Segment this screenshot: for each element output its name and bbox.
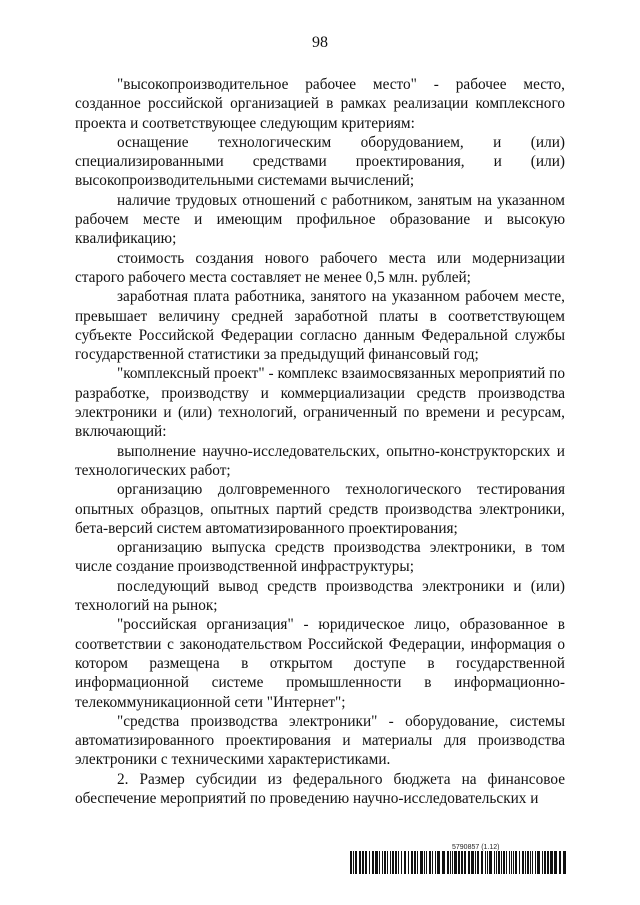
page-number: 98: [312, 34, 328, 51]
paragraph: "средства производства электроники" - оборудование, системы автоматизированного проектирования и материалы для производства электроники с техническими характеристиками.: [75, 712, 565, 769]
document-body: [75, 75, 565, 808]
document-code: 5790857 (1.12): [452, 844, 500, 851]
paragraph: "комплексный проект" - комплекс взаимосвязанных мероприятий по разработке, производству и коммерциализации средств производства электроники и (или) технологий, ограниченный по времени и ресурсам, включающий:: [75, 365, 565, 441]
paragraph: выполнение научно-исследовательских, опытно-конструкторских и технологических работ;: [75, 442, 565, 479]
paragraph: "российская организация" - юридическое лицо, образованное в соответствии с законодательством Российской Федерации, информация о котором размещена в открытом доступе в государственной информационной системе промышленности в информационно-телекоммуникационной сети "Интернет";: [75, 616, 565, 711]
paragraph: "высокопроизводительное рабочее место" - рабочее место, созданное российской организацией в рамках реализации комплексного проекта и соответствующее следующим критериям:: [75, 76, 565, 132]
paragraph: стоимость создания нового рабочего места или модернизации старого рабочего места составляет не менее 0,5 млн. рублей;: [75, 249, 565, 286]
paragraph: оснащение технологическим оборудованием, и (или) специализированными средствами проектирования, и (или) высокопроизводительными системами вычислений;: [75, 133, 565, 190]
barcode: [350, 851, 566, 874]
paragraph: заработная плата работника, занятого на указанном рабочем месте, превышает величину средней заработной платы в соответствующем субъекте Российской Федерации согласно данным Федеральной службы государственной статистики за предыдущий финансовый год;: [75, 288, 565, 364]
paragraph: организацию выпуска средств производства электроники, в том числе создание производственной инфраструктуры;: [75, 539, 565, 576]
paragraph: наличие трудовых отношений с работником, занятым на указанном рабочем месте и имеющим профильное образование и высокую квалификацию;: [75, 191, 565, 248]
paragraph: последующий вывод средств производства электроники и (или) технологий на рынок;: [75, 577, 565, 615]
paragraph: организацию долговременного технологического тестирования опытных образцов, опытных партий средств производства электроники, бета-версий систем автоматизированного проектирования;: [75, 481, 565, 537]
paragraph: 2. Размер субсидии из федерального бюджета на финансовое обеспечение мероприятий по проведению научно-исследовательских и: [75, 770, 565, 807]
